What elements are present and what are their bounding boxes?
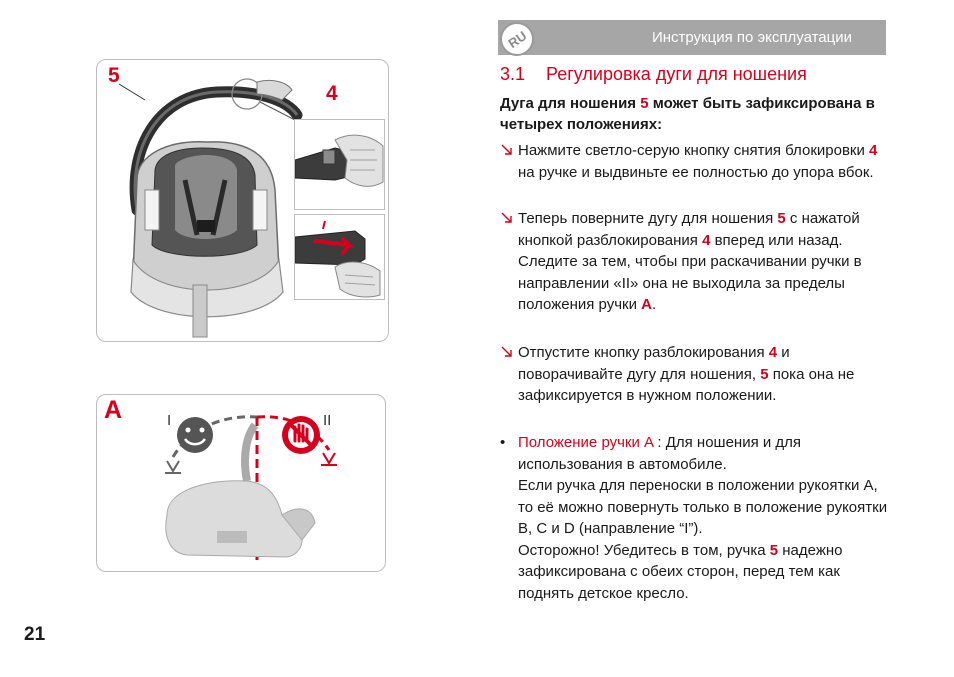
language-badge-label: RU	[505, 27, 529, 51]
section-title: Регулировка дуги для ношения	[546, 64, 807, 84]
handle-slide-illustration	[295, 215, 386, 301]
label-handle: 5	[108, 64, 120, 87]
step-1	[500, 140, 888, 183]
step-body	[518, 208, 888, 316]
bullet-label: Положение ручки A	[518, 434, 654, 451]
label-direction-ii: II	[323, 412, 332, 429]
step-text: и поворачивайте дугу для ношения,	[518, 344, 790, 383]
ref-handle: 5	[640, 95, 649, 112]
warning-text: надежно зафиксирована с обеих сторон, перед тем как поднять детское кресло.	[518, 541, 843, 602]
position-diagram	[97, 395, 387, 573]
section-number: 3.1	[500, 64, 526, 84]
section-heading	[500, 64, 807, 85]
step-text: вперед или назад.	[710, 231, 843, 249]
ref-button: 4	[768, 344, 778, 361]
ref-button: 4	[869, 142, 878, 159]
bullet-text: : Для ношения и для использования в автомобиле.	[518, 434, 802, 473]
inset-handle-slide	[294, 214, 385, 300]
inset-button-closeup	[294, 119, 385, 210]
intro-paragraph	[500, 93, 888, 135]
header-title: Инструкция по эксплуатации	[651, 29, 852, 46]
step-note: Следите за тем, чтобы при раскачивании ручки в направлении «II» она не выходила за пределы положения ручки	[518, 253, 862, 313]
step-3	[500, 342, 888, 407]
step-arrow-icon	[500, 344, 514, 360]
figure-handle-position-a	[96, 394, 386, 572]
bullet-marker: •	[500, 434, 506, 451]
intro-text: Дуга для ношения	[500, 95, 641, 112]
handle-closeup-illustration	[295, 120, 386, 211]
step-text: на ручке и выдвиньте ее полностью до упора вбок.	[518, 163, 874, 181]
step-2	[500, 208, 888, 316]
position-a-bullet	[500, 432, 888, 604]
step-arrow-icon	[500, 142, 514, 158]
intro-text: может быть зафиксирована в четырех положениях:	[500, 95, 875, 133]
step-text: Нажмите светло-серую кнопку снятия блокировки	[518, 142, 870, 159]
bullet-text: Если ручка для переноски в положении рукоятки A, то её можно повернуть только в положение рукоятки B, C и D (направление “I”).	[518, 477, 888, 537]
step-text: Теперь поверните дугу для ношения	[518, 210, 778, 227]
label-position-a: A	[104, 396, 123, 424]
warning-label: Осторожно!	[518, 541, 600, 559]
label-direction-i: I	[167, 412, 172, 429]
step-text: пока она не зафиксируется в нужном положении.	[518, 365, 855, 404]
page-number: 21	[24, 624, 46, 645]
step-note: .	[652, 296, 657, 313]
step-body	[518, 342, 888, 407]
step-text: Отпустите кнопку разблокирования	[518, 344, 769, 361]
bullet-body	[518, 432, 888, 604]
ref-position: A	[641, 296, 653, 313]
warning-text: Убедитесь в том, ручка	[599, 541, 770, 559]
step-body	[518, 140, 888, 183]
step-arrow-icon	[500, 210, 514, 226]
header-bar	[498, 20, 886, 55]
ref-handle: 5	[769, 541, 779, 559]
ref-button: 4	[702, 231, 711, 249]
step-text: с нажатой кнопкой разблокирования	[518, 210, 860, 249]
ref-handle: 5	[777, 210, 786, 227]
language-badge	[500, 22, 534, 56]
ref-handle: 5	[760, 365, 769, 383]
label-button: 4	[326, 82, 338, 105]
